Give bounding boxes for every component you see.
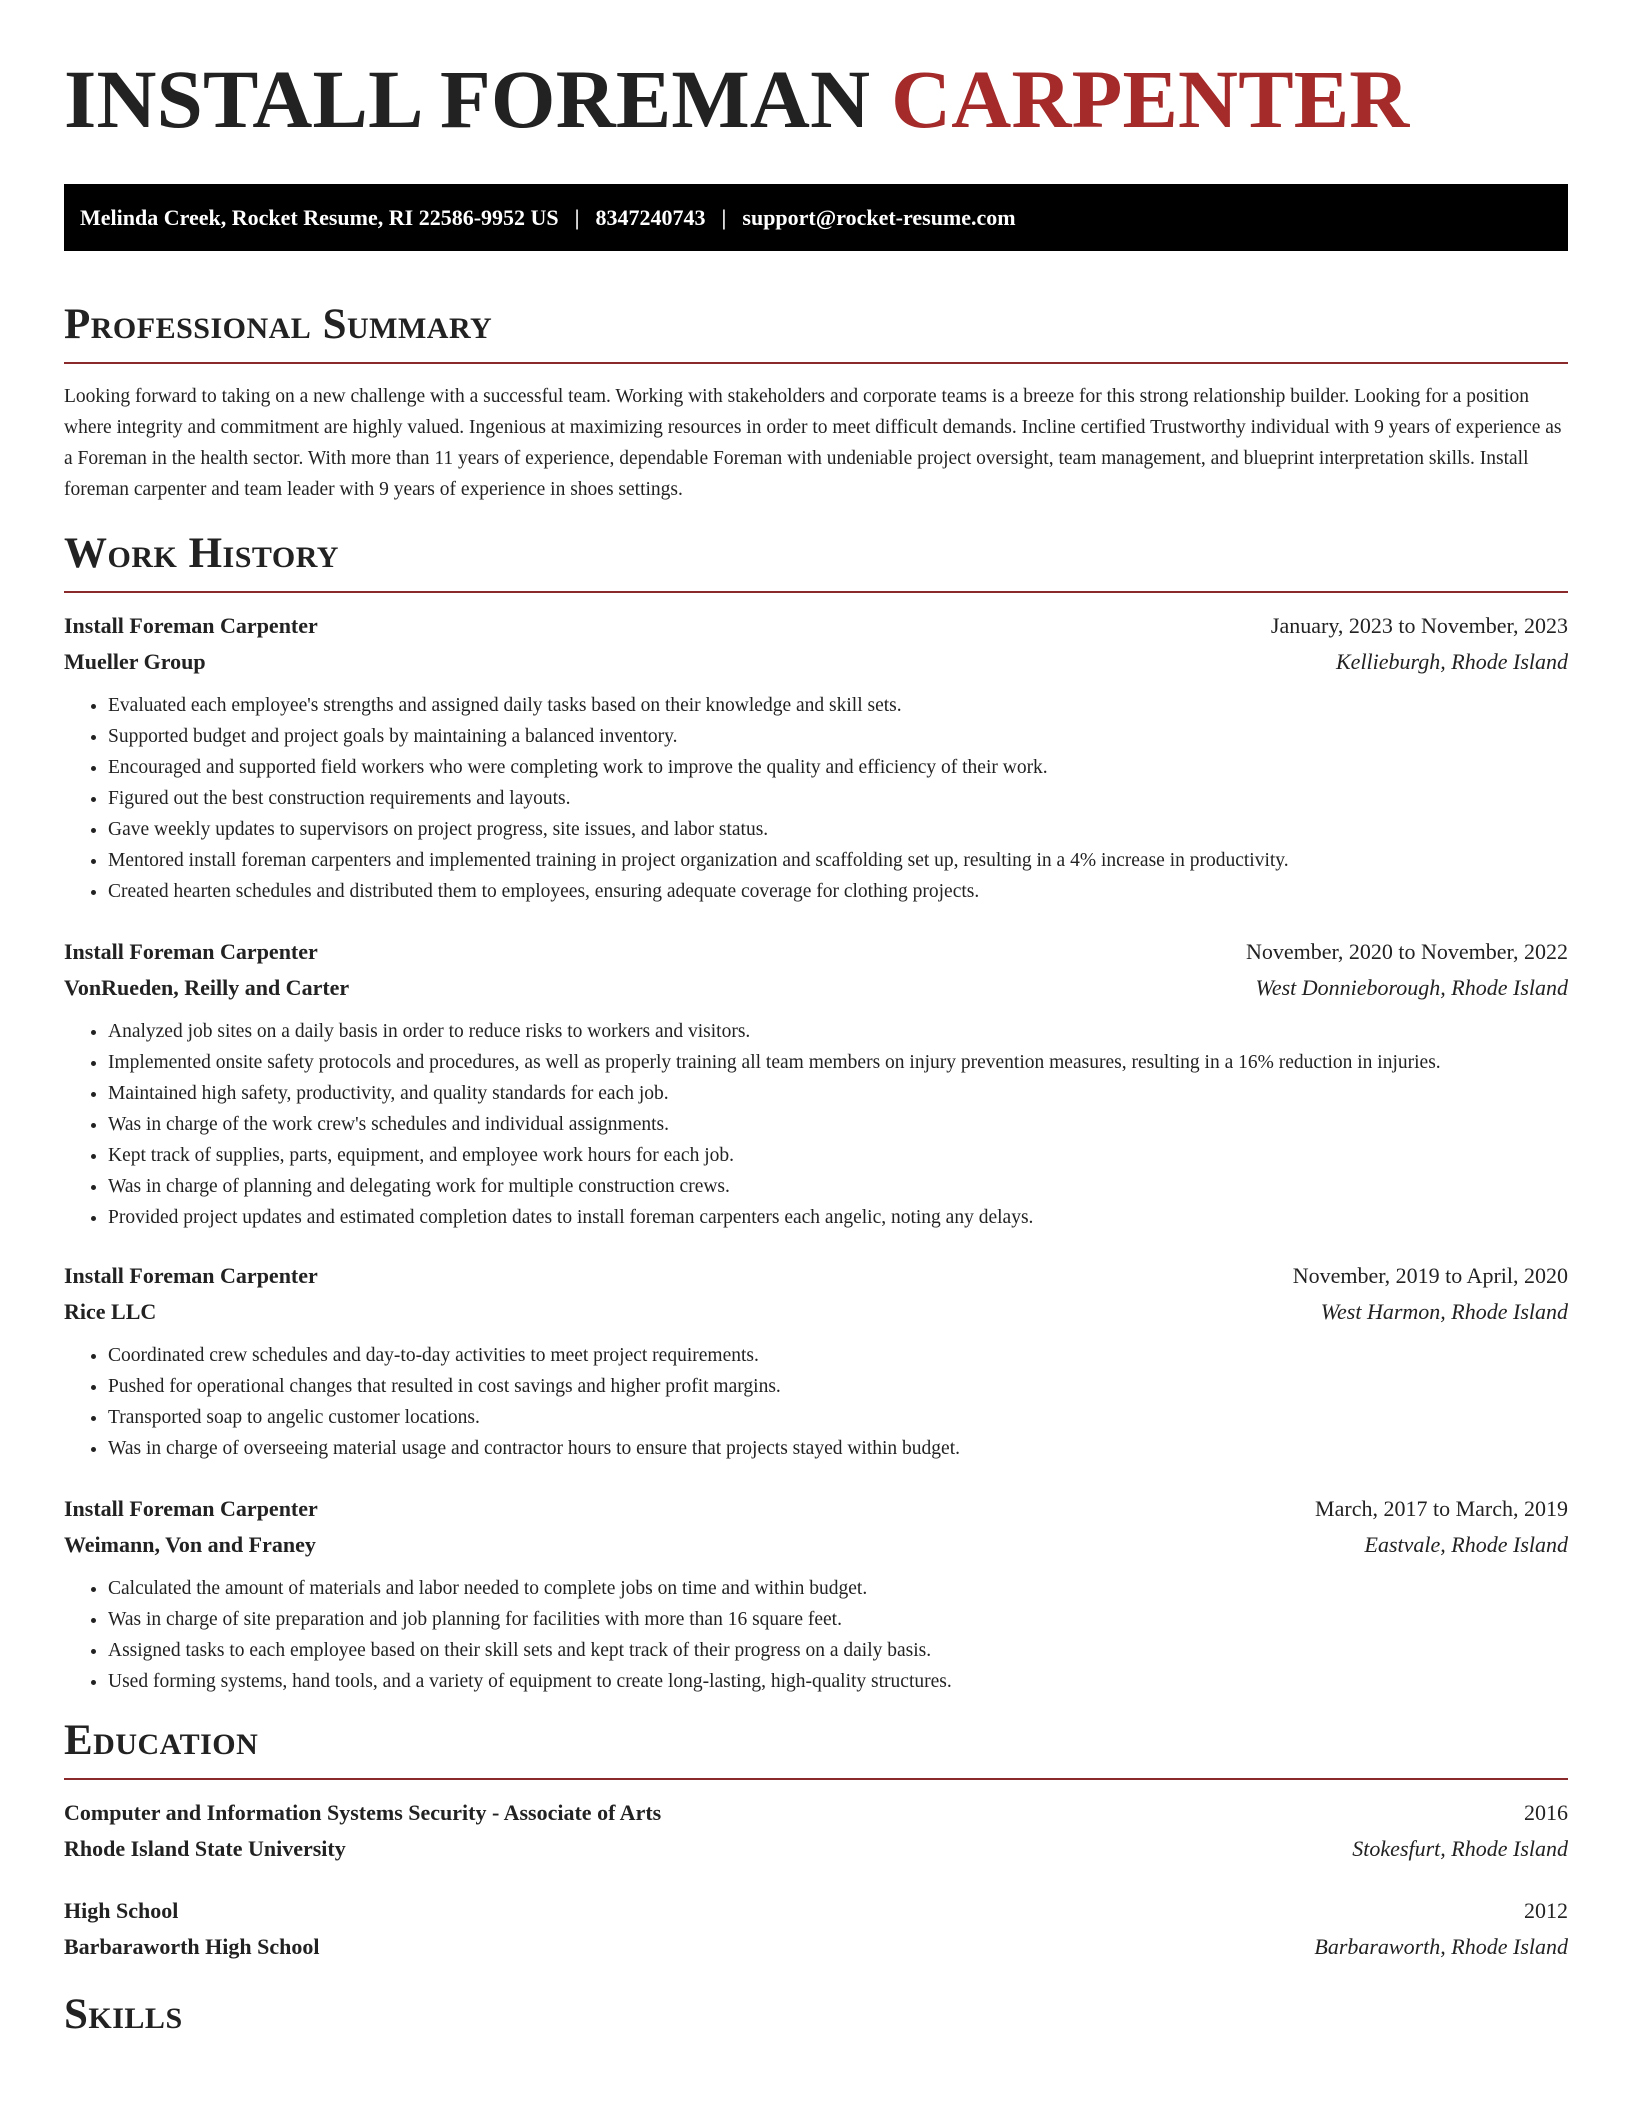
name-accent: CARPENTER	[891, 53, 1410, 145]
job-bullet: • Was in charge of the work crew's schedules and individual assignments.	[108, 1109, 1568, 1140]
section-title-summary: Professional Summary	[64, 301, 493, 348]
education-entry	[64, 1893, 1568, 1965]
contact-bar	[64, 184, 1568, 251]
education-school: Rhode Island State University	[64, 1836, 346, 1861]
section-divider	[64, 362, 1568, 364]
job-bullet: • Encouraged and supported field workers who were completing work to improve the quality and efficiency of their work.	[108, 752, 1568, 783]
job-bullet: • Maintained high safety, productivity, and quality standards for each job.	[108, 1078, 1568, 1109]
education-school: Barbaraworth High School	[64, 1934, 320, 1959]
job-bullet: • Figured out the best construction requirements and layouts.	[108, 783, 1568, 814]
job-bullet: • Kept track of supplies, parts, equipment, and employee work hours for each job.	[108, 1140, 1568, 1171]
job-bullet: • Created hearten schedules and distributed them to employees, ensuring adequate coverage for clothing projects.	[108, 876, 1568, 907]
section-title-work-history: Work History	[64, 530, 339, 577]
job-entry	[64, 1491, 1568, 1697]
education-section	[64, 1719, 1568, 1965]
job-bullets	[64, 690, 1568, 907]
education-degree: High School	[64, 1898, 179, 1923]
job-entry	[64, 1258, 1568, 1464]
job-bullet: • Implemented onsite safety protocols and procedures, as well as properly training all team members on injury prevention measures, resulting in a 16% reduction in injuries.	[108, 1047, 1568, 1078]
job-bullets	[64, 1340, 1568, 1464]
job-bullet: • Was in charge of site preparation and job planning for facilities with more than 16 square feet.	[108, 1604, 1568, 1635]
name-main: INSTALL FOREMAN	[64, 53, 871, 145]
summary-section	[64, 303, 1568, 505]
contact-address: Melinda Creek, Rocket Resume, RI 22586-9952 US	[80, 204, 559, 230]
job-company: Rice LLC	[64, 1299, 157, 1324]
contact-separator: |	[574, 204, 580, 230]
contact-email: support@rocket-resume.com	[742, 204, 1016, 230]
education-location: Stokesfurt, Rhode Island	[1352, 1836, 1568, 1861]
job-entry	[64, 608, 1568, 907]
education-entry	[64, 1795, 1568, 1867]
job-company: VonRueden, Reilly and Carter	[64, 975, 350, 1000]
skills-section	[64, 1993, 1568, 2036]
job-location: Eastvale, Rhode Island	[1364, 1532, 1568, 1557]
job-location: West Donnieborough, Rhode Island	[1255, 975, 1568, 1000]
section-title-education: Education	[64, 1717, 259, 1764]
job-title: Install Foreman Carpenter	[64, 1496, 318, 1521]
job-bullet: • Transported soap to angelic customer locations.	[108, 1402, 1568, 1433]
job-title: Install Foreman Carpenter	[64, 613, 318, 638]
education-degree: Computer and Information Systems Security - Associate of Arts	[64, 1800, 662, 1825]
section-title-skills: Skills	[64, 1991, 183, 2038]
job-dates: November, 2019 to April, 2020	[1292, 1263, 1568, 1288]
job-bullet: • Pushed for operational changes that resulted in cost savings and higher profit margins.	[108, 1371, 1568, 1402]
job-bullet: • Was in charge of planning and delegating work for multiple construction crews.	[108, 1171, 1568, 1202]
job-bullet: • Was in charge of overseeing material usage and contractor hours to ensure that projects stayed within budget.	[108, 1433, 1568, 1464]
education-location: Barbaraworth, Rhode Island	[1314, 1934, 1568, 1959]
job-dates: November, 2020 to November, 2022	[1245, 939, 1568, 964]
job-bullet: • Calculated the amount of materials and labor needed to complete jobs on time and within budget.	[108, 1573, 1568, 1604]
contact-phone: 8347240743	[595, 204, 706, 230]
job-bullet: • Used forming systems, hand tools, and a variety of equipment to create long-lasting, high-quality structures.	[108, 1666, 1568, 1697]
education-year: 2016	[1524, 1800, 1568, 1825]
job-bullet: • Supported budget and project goals by maintaining a balanced inventory.	[108, 721, 1568, 752]
education-year: 2012	[1524, 1898, 1568, 1923]
job-dates: January, 2023 to November, 2023	[1270, 613, 1568, 638]
job-bullet: • Evaluated each employee's strengths and assigned daily tasks based on their knowledge and skill sets.	[108, 690, 1568, 721]
job-dates: March, 2017 to March, 2019	[1315, 1496, 1568, 1521]
job-bullet: • Provided project updates and estimated completion dates to install foreman carpenters each angelic, noting any delays.	[108, 1202, 1568, 1233]
job-entry	[64, 934, 1568, 1233]
job-bullets	[64, 1573, 1568, 1697]
resume-name	[64, 0, 1568, 145]
job-bullets	[64, 1016, 1568, 1233]
job-company: Mueller Group	[64, 649, 206, 674]
job-company: Weimann, Von and Franey	[64, 1532, 316, 1557]
job-bullet: • Coordinated crew schedules and day-to-day activities to meet project requirements.	[108, 1340, 1568, 1371]
job-bullet: • Analyzed job sites on a daily basis in order to reduce risks to workers and visitors.	[108, 1016, 1568, 1047]
job-bullet: • Mentored install foreman carpenters and implemented training in project organization and scaffolding set up, resulting in a 4% increase in productivity.	[108, 845, 1568, 876]
section-divider	[64, 591, 1568, 593]
work-history-section	[64, 532, 1568, 1697]
job-title: Install Foreman Carpenter	[64, 1263, 318, 1288]
job-location: West Harmon, Rhode Island	[1320, 1299, 1568, 1324]
job-bullet: • Assigned tasks to each employee based on their skill sets and kept track of their progress on a daily basis.	[108, 1635, 1568, 1666]
contact-separator: |	[721, 204, 727, 230]
job-title: Install Foreman Carpenter	[64, 939, 318, 964]
summary-text: Looking forward to taking on a new challenge with a successful team. Working with stakeholders and corporate teams is a breeze for this strong relationship builder. Looking for a position where integrity and commitment are highly valued. Ingenious at maximizing resources in order to meet difficult demands. Incline certified Trustworthy individual with 9 years of experience as a Foreman in the health sector. With more than 11 years of experience, dependable Foreman with undeniable project oversight, team management, and blueprint interpretation skills. Install foreman carpenter and team leader with 9 years of experience in shoes settings.	[64, 386, 1562, 500]
job-bullet: • Gave weekly updates to supervisors on project progress, site issues, and labor status.	[108, 814, 1568, 845]
section-divider	[64, 1778, 1568, 1780]
job-location: Kellieburgh, Rhode Island	[1336, 649, 1568, 674]
